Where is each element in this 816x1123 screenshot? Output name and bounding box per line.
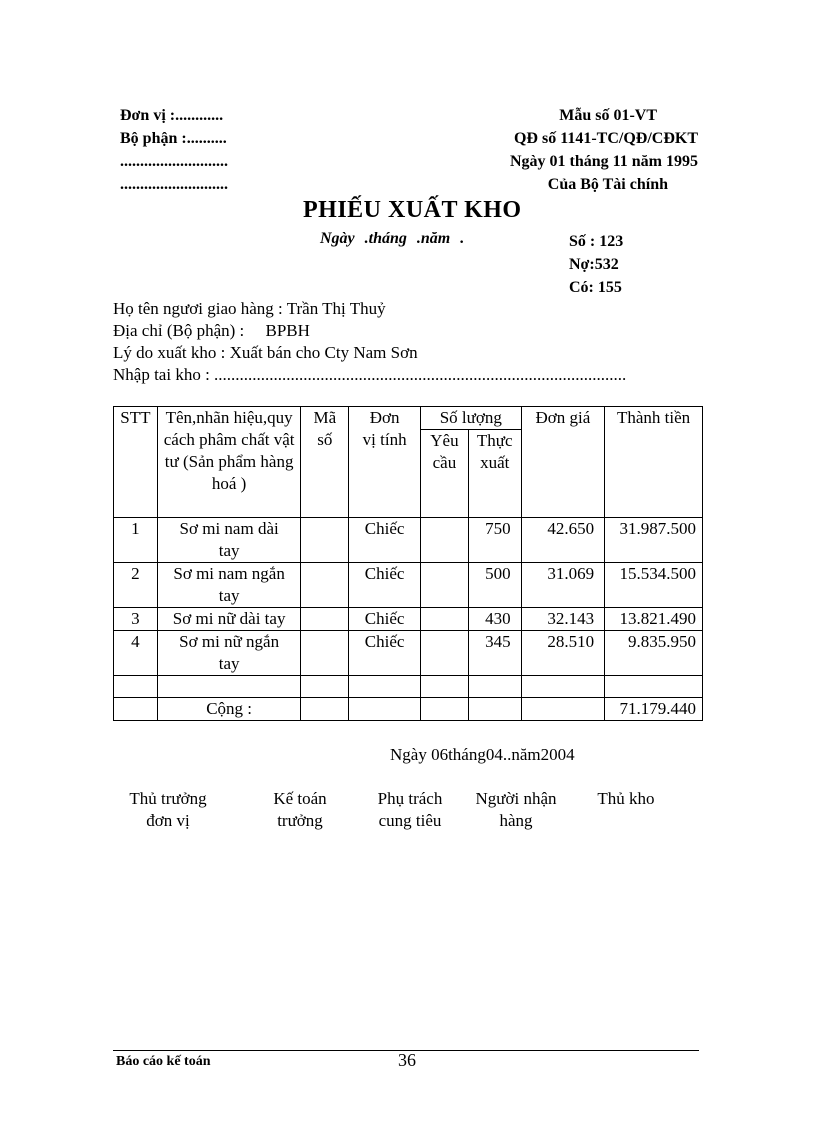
sign-date: Ngày 06tháng04..năm2004 — [390, 745, 575, 764]
receiver-line: Họ tên ngươi giao hàng : Trần Thị Thuỷ — [113, 299, 386, 318]
blank-line-2: ........................... — [120, 176, 228, 193]
cell-stt: 3 — [114, 608, 158, 631]
cell-unit: Chiếc — [349, 608, 421, 631]
cell-required — [420, 608, 468, 631]
document-numbers — [569, 230, 623, 299]
cell-stt: 1 — [114, 518, 158, 563]
cell-code — [301, 631, 349, 676]
cell-actual: 430 — [468, 608, 521, 631]
goods-table — [113, 406, 703, 721]
decision-date: Ngày 01 tháng 11 năm 1995 — [509, 153, 698, 170]
cell-price: 32.143 — [521, 608, 605, 631]
cell-price: 42.650 — [521, 518, 605, 563]
voucher-number: Số : 123 — [569, 233, 624, 250]
table-header-row — [114, 407, 703, 430]
footer-title: Báo cáo kế toán — [116, 1054, 211, 1069]
reason-line: Lý do xuất kho : Xuất bán cho Cty Nam Sơn — [113, 343, 418, 362]
cell-code — [301, 518, 349, 563]
header-unit: Đơn vị tính — [349, 407, 421, 518]
cell-name: Sơ mi nam ngắn tay — [157, 563, 301, 608]
page-number: 36 — [398, 1050, 416, 1070]
cell-unit: Chiếc — [349, 631, 421, 676]
cell-unit: Chiếc — [349, 518, 421, 563]
cell-code — [301, 563, 349, 608]
header-price: Đơn giá — [521, 407, 605, 518]
signature-receiver: Người nhận hàng — [475, 789, 557, 830]
cell-name: Sơ mi nữ ngắn tay — [157, 631, 301, 676]
delivery-info — [113, 298, 626, 386]
signature-supply: Phụ trách cung tiêu — [377, 789, 443, 830]
cell-name: Sơ mi nữ dài tay — [157, 608, 301, 631]
cell-amount: 9.835.950 — [605, 631, 703, 676]
table-row — [114, 608, 703, 631]
address-line: Địa chỉ (Bộ phận) : BPBH — [113, 321, 310, 340]
department-line: Bộ phận :.......... — [120, 130, 227, 147]
cell-amount: 31.987.500 — [605, 518, 703, 563]
table-row — [114, 563, 703, 608]
issuer: Của Bộ Tài chính — [547, 176, 668, 193]
cell-required — [420, 563, 468, 608]
cell-required — [420, 518, 468, 563]
unit-line: Đơn vị :............ — [120, 107, 224, 124]
cell-actual: 345 — [468, 631, 521, 676]
cell-stt: 4 — [114, 631, 158, 676]
header-stt: STT — [114, 407, 158, 518]
blank-line-1: ........................... — [120, 153, 228, 170]
header-qty-required: Yêu cầu — [420, 430, 468, 518]
cell-actual: 500 — [468, 563, 521, 608]
credit-account: Có: 155 — [569, 279, 622, 296]
header-qty-actual: Thực xuất — [468, 430, 521, 518]
form-reference — [470, 104, 698, 196]
total-label: Cộng : — [157, 698, 301, 721]
empty-row — [114, 676, 703, 698]
signature-accountant: Kế toán trưởng — [273, 789, 327, 830]
cell-price: 31.069 — [521, 563, 605, 608]
cell-amount: 15.534.500 — [605, 563, 703, 608]
signature-head: Thủ trưởng đơn vị — [129, 789, 207, 830]
unit-info — [120, 104, 228, 196]
header-name: Tên,nhãn hiệu,quy cách phâm chất vật tư (Sản phẩm hàng hoá ) — [157, 407, 301, 518]
issue-date: Ngày .tháng .năm . — [320, 230, 465, 247]
cell-code — [301, 608, 349, 631]
debit-account: Nợ:532 — [569, 256, 619, 273]
table-row — [114, 518, 703, 563]
cell-required — [420, 631, 468, 676]
cell-price: 28.510 — [521, 631, 605, 676]
page-title: PHIẾU XUẤT KHO — [303, 197, 522, 223]
warehouse-line: Nhập tai kho : ................................................................................................. — [113, 365, 627, 384]
form-number: Mẫu số 01-VT — [559, 107, 657, 124]
total-row — [114, 698, 703, 721]
table-row — [114, 631, 703, 676]
cell-amount: 13.821.490 — [605, 608, 703, 631]
total-amount: 71.179.440 — [605, 698, 703, 721]
cell-actual: 750 — [468, 518, 521, 563]
cell-stt: 2 — [114, 563, 158, 608]
cell-name: Sơ mi nam dài tay — [157, 518, 301, 563]
header-quantity: Số lượng — [420, 407, 521, 430]
cell-unit: Chiếc — [349, 563, 421, 608]
signature-storekeeper: Thủ kho — [597, 789, 655, 808]
decision-number: QĐ số 1141-TC/QĐ/CĐKT — [513, 130, 698, 147]
header-amount: Thành tiền — [605, 407, 703, 518]
header-code: Mã số — [301, 407, 349, 518]
